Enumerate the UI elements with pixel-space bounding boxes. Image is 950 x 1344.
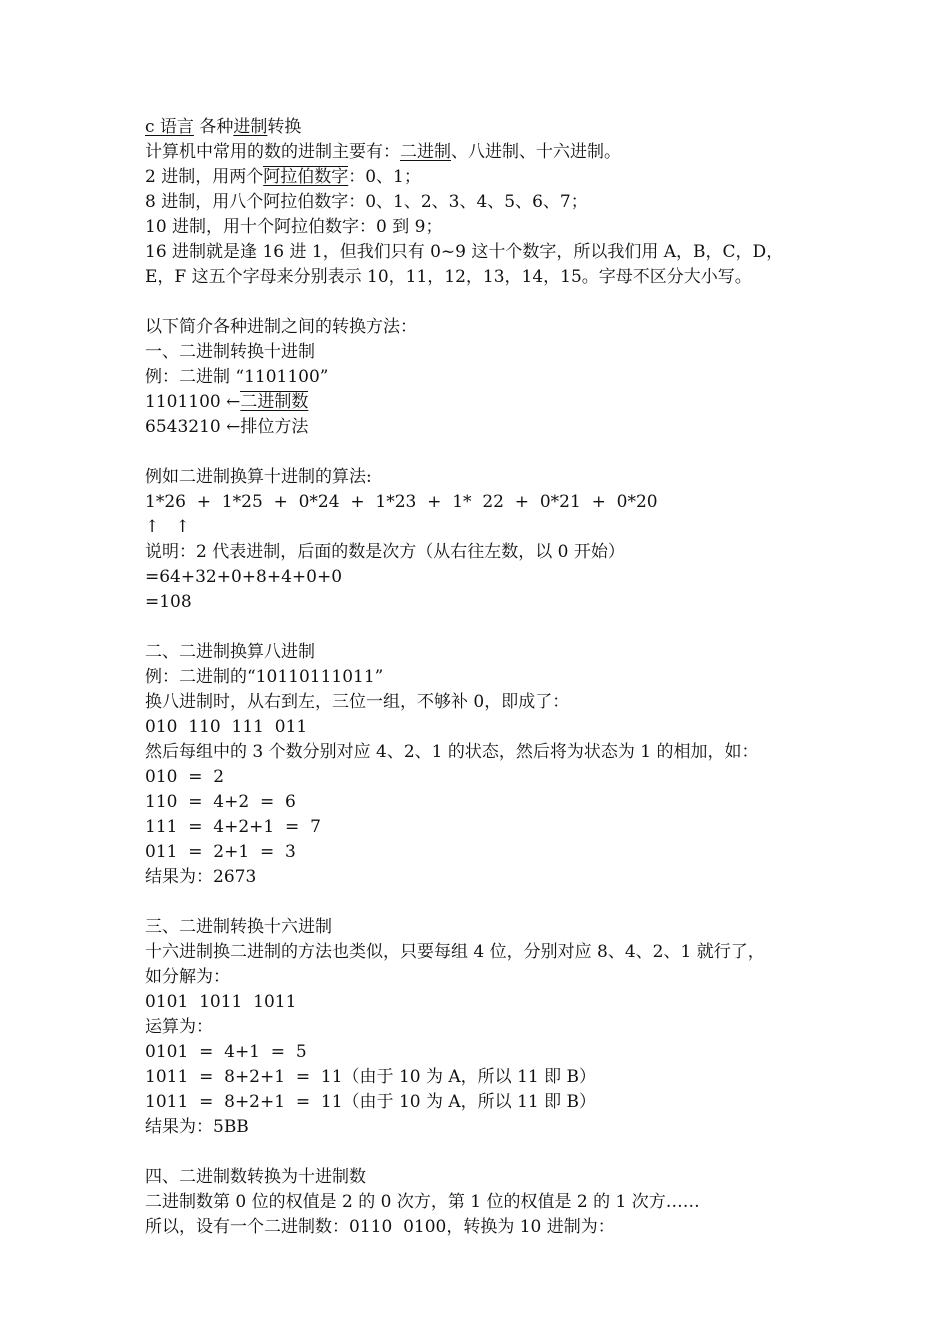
section-1-example: 例：二进制 “1101100”	[145, 367, 329, 387]
left-arrow-icon: ←	[226, 392, 241, 412]
section-2-eq-1: 010 = 2	[145, 767, 225, 787]
section-1-algo: 例如二进制换算十进制的算法:	[145, 467, 372, 487]
title-text: 各种	[193, 117, 234, 137]
section-2-example: 例：二进制的“10110111011”	[145, 667, 384, 687]
section-3-desc-2: 如分解为：	[145, 967, 230, 987]
section-2-desc-2: 然后每组中的 3 个数分别对应 4、2、1 的状态，然后将为状态为 1 的相加，如：	[145, 742, 759, 762]
intro-line-3: 8 进制，用八个阿拉伯数字：0、1、2、3、4、5、6、7；	[145, 192, 588, 212]
intro-text: 、八进制、十六进制。	[451, 142, 621, 162]
section-1-result: =108	[145, 592, 192, 612]
section-1-row-2	[145, 416, 308, 440]
section-3-heading: 三、二进制转换十六进制	[145, 917, 332, 937]
title-jinzhi-link[interactable]: 进制	[233, 117, 268, 137]
position-method-label: 排位方法	[240, 417, 309, 437]
section-2-desc: 换八进制时，从右到左，三位一组，不够补 0，即成了：	[145, 692, 570, 712]
section-2-eq-3: 111 = 4+2+1 = 7	[145, 817, 321, 837]
position-digits: 6543210	[145, 417, 227, 437]
up-arrow-icons: ↑ ↑	[145, 517, 190, 537]
section-3-desc: 十六进制换二进制的方法也类似，只要每组 4 位，分别对应 8、4、2、1 就行了，	[145, 942, 765, 962]
title-text-rest: 转换	[267, 117, 302, 137]
section-3-eq-2: 1011 = 8+2+1 = 11（由于 10 为 A，所以 11 即 B）	[145, 1067, 597, 1087]
binary-link[interactable]: 二进制	[400, 142, 451, 162]
left-arrow-icon: ←	[226, 417, 241, 437]
intro-line-4: 10 进制，用十个阿拉伯数字：0 到 9；	[145, 217, 443, 237]
section-2-eq-2: 110 = 4+2 = 6	[145, 792, 296, 812]
section-1-row-1	[145, 391, 308, 415]
section-4-line-1: 二进制数第 0 位的权值是 2 的 0 次方，第 1 位的权值是 2 的 1 次方……	[145, 1192, 700, 1212]
intro-line-5: 16 进制就是逢 16 进 1，但我们只有 0~9 这十个数字，所以我们用 A，B，C，D，	[145, 242, 784, 262]
arabic-numerals-link[interactable]: 阿拉伯数字	[263, 167, 349, 187]
section-3-eq-3: 1011 = 8+2+1 = 11（由于 10 为 A，所以 11 即 B）	[145, 1092, 597, 1112]
section-2-result: 结果为：2673	[145, 867, 257, 887]
section-2-heading: 二、二进制换算八进制	[145, 642, 315, 662]
binary-number-label: 二进制数	[240, 392, 309, 412]
title-c-link[interactable]: c 语言	[145, 117, 194, 137]
overview-line: 以下简介各种进制之间的转换方法：	[145, 317, 417, 337]
intro-text: 计算机中常用的数的进制主要有：	[145, 142, 400, 162]
section-3-result: 结果为：5BB	[145, 1117, 249, 1137]
intro-text: 2 进制，用两个	[145, 167, 264, 187]
section-3-calc: 运算为：	[145, 1017, 213, 1037]
section-1-heading: 一、二进制转换十进制	[145, 342, 315, 362]
section-4-line-2: 所以，设有一个二进制数：0110 0100，转换为 10 进制为：	[145, 1217, 615, 1237]
section-3-eq-1: 0101 = 4+1 = 5	[145, 1042, 307, 1062]
intro-line-2	[145, 166, 421, 190]
binary-digits: 1101100	[145, 392, 227, 412]
intro-line-1	[145, 141, 621, 165]
intro-text: ：0、1；	[348, 167, 421, 187]
section-1-sum: =64+32+0+8+4+0+0	[145, 567, 343, 587]
section-2-eq-4: 011 = 2+1 = 3	[145, 842, 296, 862]
doc-title	[145, 116, 301, 140]
section-2-groups: 010 110 111 011	[145, 717, 308, 737]
section-4-heading: 四、二进制数转换为十进制数	[145, 1167, 366, 1187]
section-1-note: 说明：2 代表进制，后面的数是次方（从右往左数，以 0 开始）	[145, 542, 625, 562]
section-3-groups: 0101 1011 1011	[145, 992, 297, 1012]
intro-line-6: E，F 这五个字母来分别表示 10，11，12，13，14，15。字母不区分大小写。	[145, 267, 752, 287]
section-1-formula: 1*26 + 1*25 + 0*24 + 1*23 + 1* 22 + 0*21 + 0*20	[145, 492, 658, 512]
